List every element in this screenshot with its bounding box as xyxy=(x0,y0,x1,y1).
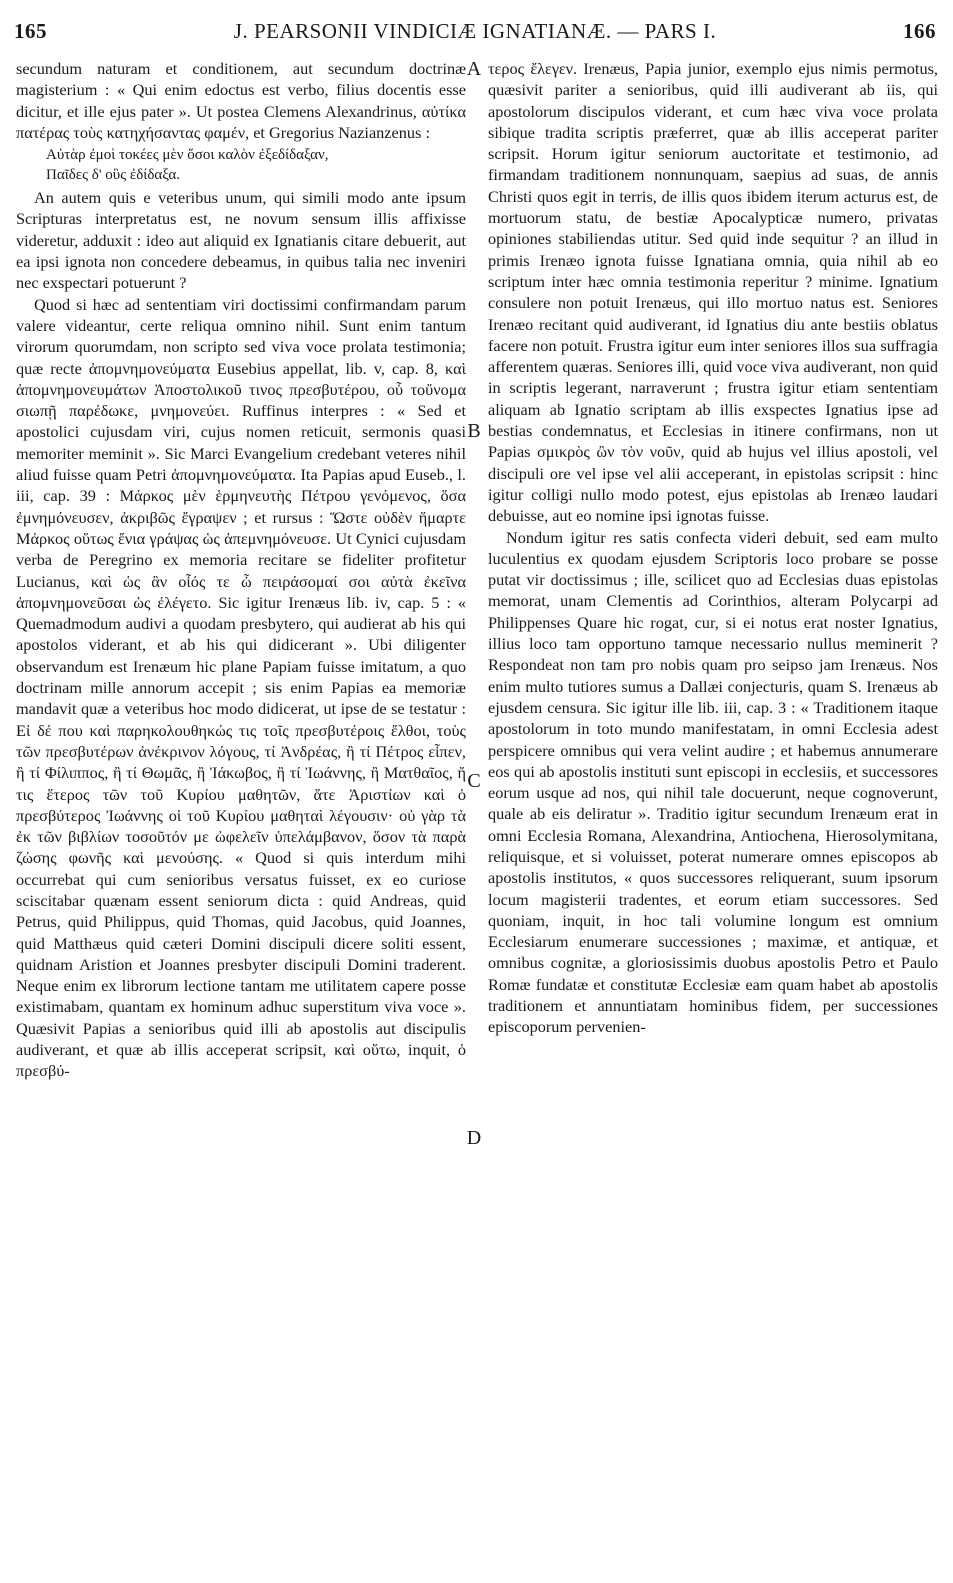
right-column xyxy=(488,58,938,1566)
greek-verse xyxy=(46,145,466,185)
running-title: J. PEARSONII VINDICIÆ IGNATIANÆ. — PARS I. xyxy=(233,18,717,43)
left-paragraph-3: Quod si hæc ad sententiam viri doctissimi confirmandam parum valere videantur, certe reliqua omnino nihil. Sunt enim tantum virorum quorumdam, non scripto sed viva voce prolata testimonia; quæ recte ἀπομνημονεύματα Eusebius appellat, lib. v, cap. 8, καὶ ἀπομνημονευμάτων Ἀποστολικοῦ τινος πρεσβυτέρου, οὗ τοὔνομα σιωπῇ παρέδωκε, μνημονεύει. Ruffinus interpres : « Sed et apostolici cujusdam viri, cujus nomen reticuit, sermonis quasi memoriter meminit ». Sic Marci Evangelium credebant veteres nihil aliud fuisse quam Petri ἀπομνημονεύματα. Ita Papias apud Euseb., l. iii, cap. 39 : Μάρκος μὲν ἑρμηνευτὴς Πέτρου γενόμενος, ὅσα ἐμνημόνευσεν, ἀκριβῶς ἔγραψεν ; et rursus : Ὥστε οὐδὲν ἥμαρτε Μάρκος οὕτως ἔνια γράψας ὡς ἀπεμνημόνευσε. Ut Cynici cujusdam verba de Peregrino ex memoria recitare se fideliter profitetur Lucianus, καὶ ὡς ἂν οἷός τε ὦ πειράσομαί σοι αὐτὰ ἐκεῖνα ἀπομνημονεῦσαι ὡς ἐλέγετο. Sic igitur Irenæus lib. iv, cap. 5 : « Quemadmodum audivi a quodam presbytero, qui audierat ab his qui apostolos viderant, et ab his qui didicerant ». Ubi diligenter observandum est Irenæum hic plane Papiam fuisse imitatum, a quo doctrinam mille annorum accepit ; sis enim Papias ea memoriæ mandavit quæ a veteribus hoc modo didicerat, ut ipse de se testatur : Εἰ δέ που καὶ παρηκολουθηκώς τις τοῖς πρεσβυτέροις ἔλθοι, τοὺς τῶν πρεσβυτέρων ἀνέκρινον λόγους, τί Ἀνδρέας, ἢ τί Πέτρος εἶπεν, ἢ τί Φίλιππος, ἢ τί Θωμᾶς, ἢ Ἰάκωβος, ἢ τί Ἰωάννης, ἢ Ματθαῖος, ἤ τις ἕτερος τῶν τοῦ Κυρίου μαθητῶν, ἅτε Ἀριστίων καὶ ὁ πρεσβύτερος Ἰωάννης οἱ τοῦ Κυρίου μαθηταὶ λέγουσιν· οὐ γὰρ τὰ ἐκ τῶν βιβλίων τοσοῦτόν με ὠφελεῖν ὑπελάμβανον, ὅσον τὰ παρὰ ζώσης φωνῆς καὶ μενούσης. « Quod si quis interdum mihi occurrebat qui cum senioribus versatus fuisset, ex eo curiose sciscitabar quænam essent seniorum dicta : quid Andreas, quid Petrus, quid Philippus, quid Thomas, quid Jacobus, quid Joannes, quid Matthæus quid cæteri Domini discipuli dicere soliti essent, quidnam Aristion et Joannes presbyter discipuli Domini traderent. Neque enim ex librorum lectione tantam me utilitatem capere posse existimabam, quantam ex hominum adhuc superstitum viva voce ». Quæsivit Papias a senioribus quid illi ab apostolis aut discipulis audiverant, et quæ ab illis acceperat scripsit, καὶ οὕτω, inquit, ὁ πρεσβύ- xyxy=(16,294,466,1081)
page-number-right: 166 xyxy=(903,18,936,43)
left-paragraph-2: An autem quis e veteribus unum, qui simili modo ante ipsum Scripturas interpretatus est, ne novum sensum illis affixisse videretur, adduxit : ideo aut aliquid ex Ignatianis citare debuerit, aut ea ipsi ignota non concedere debeamus, in quibus talia nec inveniri nec exspectari potuerunt ? xyxy=(16,188,466,293)
margin-marker-d: D xyxy=(466,1127,482,1149)
verse-line-1: Αὐτὰρ ἐμοὶ τοκέες μὲν ὅσοι καλὸν ἐξεδίδαξαν, xyxy=(46,147,329,164)
margin-marker-b: B xyxy=(467,420,481,442)
right-paragraph-1: τερος ἔλεγεν. Irenæus, Papia junior, exemplo ejus nimis permotus, quæsivit pariter a senioribus, quid illi audiverant ab iis, qui apostolorum discipulos viderant, et cum hæc viva voce prolata sibique tradita scriptis præferret, quæ ab illis acceperat pariter scripsit. Horum igitur seniorum auctoritate et testimonio, ad firmandam traditionem nonnunquam, saepius ad suas, de annis Christi quos egit in terris, de illis quos ibidem iterum acturus est, de mortuorum statu, de bestiæ Apocalypticæ numero, privatas opiniones stabiliendas utitur. Sed quid inde sequitur ? an illud in primis Irenæo ignota fuisse Ignatiana omnia, quia nihil ab eo scriptum inter hæc omnia testimonia reperitur ? minime. Ignatium consulere non potuit Irenæus, qui illo mortuo natus est. Seniores Irenæo recitant quid audiverant, id Ignatius diu ante bestiis oblatus facere non potuit. Frustra igitur eum inter seniores illos sua suffragia afferentem quæras. Seniores illi, quid voce viva audiverant, non quid in scriptis legerant, narraverunt ; frustra igitur etiam sententiam aliquam ab Ignatio scriptam ab illis exspectes Ignatius ipse ad bestias condemnatus, et Ecclesias in itinere confirmans, non ut Papias σμικρὸς ὢν τὸν νοῦν, quid ab hujus vel illius apostoli, vel discipuli ore vel ipse vel alii acceperant, in epistolas scripsit : hinc igitur colligi nullo modo potest, ejus epistolas ab Irenæo laudari debuisse, aut eo nomine ipsi ignotas fuisse. xyxy=(488,59,938,526)
running-header xyxy=(14,16,936,46)
margin-marker-a: A xyxy=(466,58,482,80)
page-number-left: 165 xyxy=(14,18,47,43)
left-paragraph-1: secundum naturam et conditionem, aut secundum doctrinæ magisterium : « Qui enim edoctus est verbo, filius docentis esse dicitur, et ille ejus pater ». Ut postea Clemens Alexandrinus, αὐτίκα πατέρας τοὺς κατηχήσαντας φαμέν, et Gregorius Nazianzenus : xyxy=(16,59,466,142)
verse-line-2: Παῖδες δ' οὓς ἐδίδαξα. xyxy=(46,167,180,184)
margin-marker-c: C xyxy=(467,770,481,792)
right-paragraph-2: Nondum igitur res satis confecta videri debuit, sed eam multo luculentius ex quodam ejusdem Scriptoris loco probare se posse putat vir doctissimus ; ille, scilicet quo ad Ecclesias duas epistolas memorat, unam Clementis ad Corinthios, alteram Polycarpi ad Philippenses Quare hic rogat, cur, si ei notus erat noster Ignatius, illius loco tam opportuno tamque necessario nullus meminerit ? Respondeat non tam pro nobis quam pro seipso jam Irenæus. Nos enim multo tutiores sumus a Dallæi conjecturis, quam S. Irenæus ab ejusdem censura. Sic igitur ille lib. iii, cap. 3 : « Traditionem itaque apostolorum in toto mundo manifestatam, in omni Ecclesia adest perspicere omnibus qui vera velint audire ; et habemus annumerare eos qui ab apostolis instituti sunt episcopi in ecclesiis, et successores eorum usque ad nos, qui nihil tale docuerunt, neque cognoverunt, quale ab eis deliratur ». Traditio igitur secundum Irenæum erat in omni Ecclesia Romana, Alexandrina, Antiochena, Hierosolymitana, reliquisque, et si voluisset, poterat numerare omnes episcopos ab apostolis institutos, « quos successores reliquerant, suum ipsorum locum magisterii tradentes, et eorum etiam successores. Sed quoniam, inquit, in hoc tali volumine longum est omnium Ecclesiarum enumerare successiones ; maximæ, et antiquæ, et omnibus cognitæ, a gloriosissimis duobus apostolis Petro et Paulo Romæ fundatæ et constitutæ Ecclesiæ eam quam habet ab apostolis traditionem et annuntiatam hominibus fidem, per successiones episcoporum pervenien- xyxy=(488,527,938,1037)
left-column xyxy=(16,58,466,1566)
